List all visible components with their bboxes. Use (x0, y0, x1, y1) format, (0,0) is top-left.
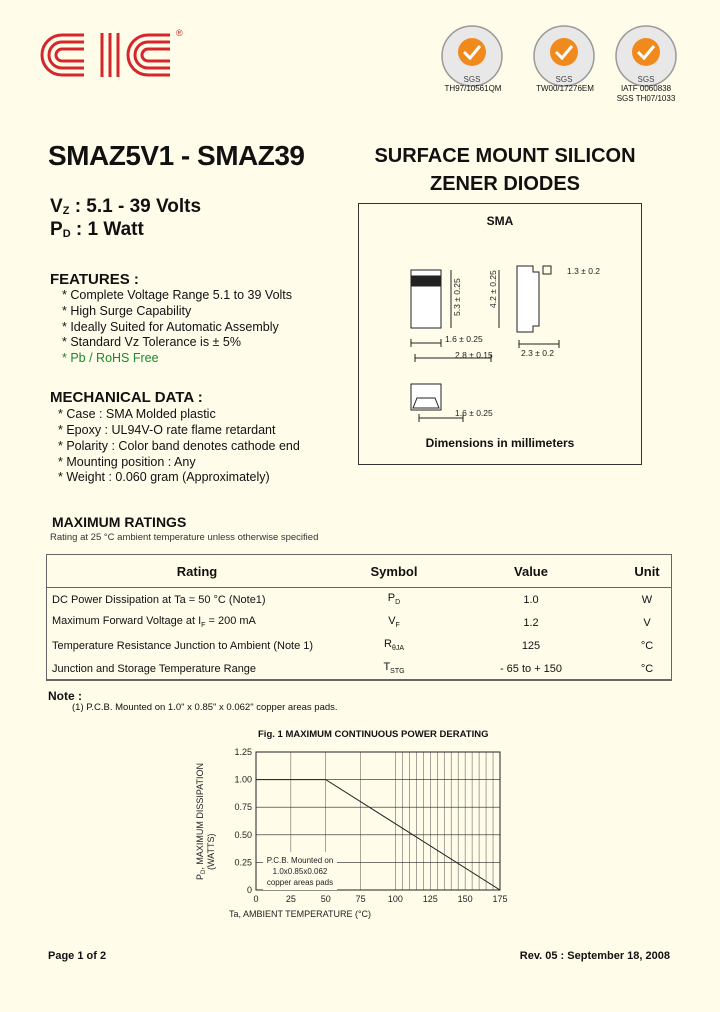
product-description (355, 142, 655, 198)
col-header-unit: Unit (622, 555, 672, 588)
feature-item: * Ideally Suited for Automatic Assembly (62, 320, 279, 334)
dimensions-caption: Dimensions in millimeters (425, 436, 575, 450)
x-tick-label: 150 (457, 894, 473, 904)
x-tick-label: 25 (285, 894, 296, 904)
x-tick-label: 175 (492, 894, 508, 904)
feature-item: * High Surge Capability (62, 304, 192, 318)
chart-xlabel: Ta, AMBIENT TEMPERATURE (°C) (228, 909, 372, 919)
row-symbol: $P_D$ (387, 592, 401, 607)
row-rating: Temperature Resistance Junction to Ambient (Note 1) (52, 639, 314, 652)
vz-spec: $V_Z$ : 5.1 - 39 Volts (50, 196, 202, 217)
x-tick-label: 75 (355, 894, 366, 904)
features-heading: FEATURES : (50, 271, 139, 288)
x-tick-label: 50 (320, 894, 331, 904)
feature-item: * Complete Voltage Range 5.1 to 39 Volts (62, 288, 293, 302)
note-heading: Note : (48, 689, 82, 703)
eic-logo (40, 25, 190, 85)
feature-item-rohs: * Pb / RoHS Free (62, 351, 159, 365)
cert-caption: TH97/10561QM (444, 84, 502, 93)
col-header-value: Value (440, 555, 622, 588)
row-unit: W (641, 593, 653, 606)
y-tick-label: 0.50 (234, 829, 252, 840)
row-value: 1.2 (523, 616, 539, 629)
col-header-symbol: Symbol (348, 555, 440, 588)
mechanical-item: * Epoxy : UL94V-O rate flame retardant (58, 423, 276, 437)
dim-d2: 4.2 ± 0.25 (488, 270, 498, 308)
mechanical-heading: MECHANICAL DATA : (50, 389, 203, 406)
row-symbol: $T_{STG}$ (383, 661, 405, 676)
x-tick-label: 100 (387, 894, 403, 904)
max-ratings-table (46, 554, 672, 681)
registered-mark: ® (176, 28, 183, 38)
description-line-1: SURFACE MOUNT SILICON (374, 145, 636, 167)
note-text: (1) P.C.B. Mounted on 1.0" x 0.85" x 0.062" copper areas pads. (72, 702, 338, 713)
svg-text:SGS: SGS (463, 75, 481, 84)
package-drawing (359, 204, 641, 464)
svg-text:SGS: SGS (637, 75, 655, 84)
dim-d3: 5.3 ± 0.25 (452, 278, 462, 316)
chart-annotation-2: 1.0x0.85x0.062 (272, 867, 328, 876)
y-tick-label: 0.25 (234, 857, 252, 868)
cert-caption: IATF 0060838 (620, 84, 672, 93)
dim-d7: 1.6 ± 0.25 (455, 408, 493, 418)
y-tick-label: 1.25 (234, 747, 252, 757)
chart-title: Fig. 1 MAXIMUM CONTINUOUS POWER DERATING (258, 729, 489, 740)
mechanical-item: * Mounting position : Any (58, 455, 196, 469)
logo-text: EIC (40, 25, 42, 26)
package-dimensions-box (358, 203, 642, 465)
y-tick-label: 0 (246, 885, 252, 895)
row-rating: Junction and Storage Temperature Range (52, 662, 257, 675)
row-symbol: $V_F$ (388, 615, 400, 630)
table-header-row (46, 555, 672, 588)
cert-caption-2: SGS TH07/1033 (616, 94, 676, 103)
row-value: 1.0 (523, 593, 539, 606)
cert-seal-icon (612, 22, 680, 90)
row-value: 125 (521, 639, 541, 652)
pd-spec: $P_D$ : 1 Watt (50, 219, 144, 240)
row-value: - 65 to + 150 (499, 662, 563, 675)
row-symbol: $R_{\theta JA}$ (383, 638, 404, 653)
dim-d6: 2.3 ± 0.2 (521, 348, 555, 358)
mechanical-item: * Weight : 0.060 gram (Approximately) (58, 470, 270, 484)
row-rating: Maximum Forward Voltage at $I_F = 200$ mA (52, 615, 256, 630)
chart-ylabel-line2: (WATTS) (206, 833, 216, 870)
chart-annotation-3: copper areas pads (266, 878, 334, 887)
row-rating: DC Power Dissipation at Ta = 50 °C (Note1) (52, 593, 266, 606)
chart-annotation-1: P.C.B. Mounted on (266, 856, 334, 865)
mechanical-item: * Polarity : Color band denotes cathode end (58, 439, 300, 453)
table-row (46, 611, 672, 634)
max-ratings-note: Rating at 25 °C ambient temperature unless otherwise specified (50, 532, 319, 543)
y-tick-label: 0.75 (234, 802, 252, 813)
package-name: SMA (486, 214, 514, 228)
feature-item: * Standard Vz Tolerance is ± 5% (62, 335, 241, 349)
table-row (46, 657, 672, 681)
page-number: Page 1 of 2 (48, 950, 107, 962)
row-unit: °C (640, 639, 654, 652)
description-line-2: ZENER DIODES (429, 173, 581, 195)
chart-ylabel: $P_D$, MAXIMUM DISSIPATION (195, 762, 207, 880)
svg-text:SGS: SGS (555, 75, 573, 84)
row-unit: V (643, 616, 651, 629)
table-row (46, 588, 672, 612)
power-derating-chart (180, 740, 520, 925)
x-tick-label: 125 (422, 894, 438, 904)
revision-date: Rev. 05 : September 18, 2008 (519, 950, 670, 962)
cert-caption: TW00/17276EM (536, 84, 594, 93)
table-row (46, 634, 672, 657)
dim-d4: 1.6 ± 0.25 (445, 334, 483, 344)
dim-d1: 1.3 ± 0.2 (567, 266, 601, 276)
mechanical-item: * Case : SMA Molded plastic (58, 407, 216, 421)
max-ratings-heading: MAXIMUM RATINGS (52, 514, 187, 530)
x-tick-label: 0 (253, 894, 259, 904)
col-header-rating: Rating (46, 555, 348, 588)
y-tick-label: 1.00 (234, 774, 252, 785)
row-unit: °C (640, 662, 654, 675)
dim-d5: 2.8 ± 0.15 (455, 350, 493, 360)
cert-seal-icon (438, 22, 506, 90)
cert-seal-icon (530, 22, 598, 90)
part-number-title: SMAZ5V1 - SMAZ39 (48, 140, 305, 171)
